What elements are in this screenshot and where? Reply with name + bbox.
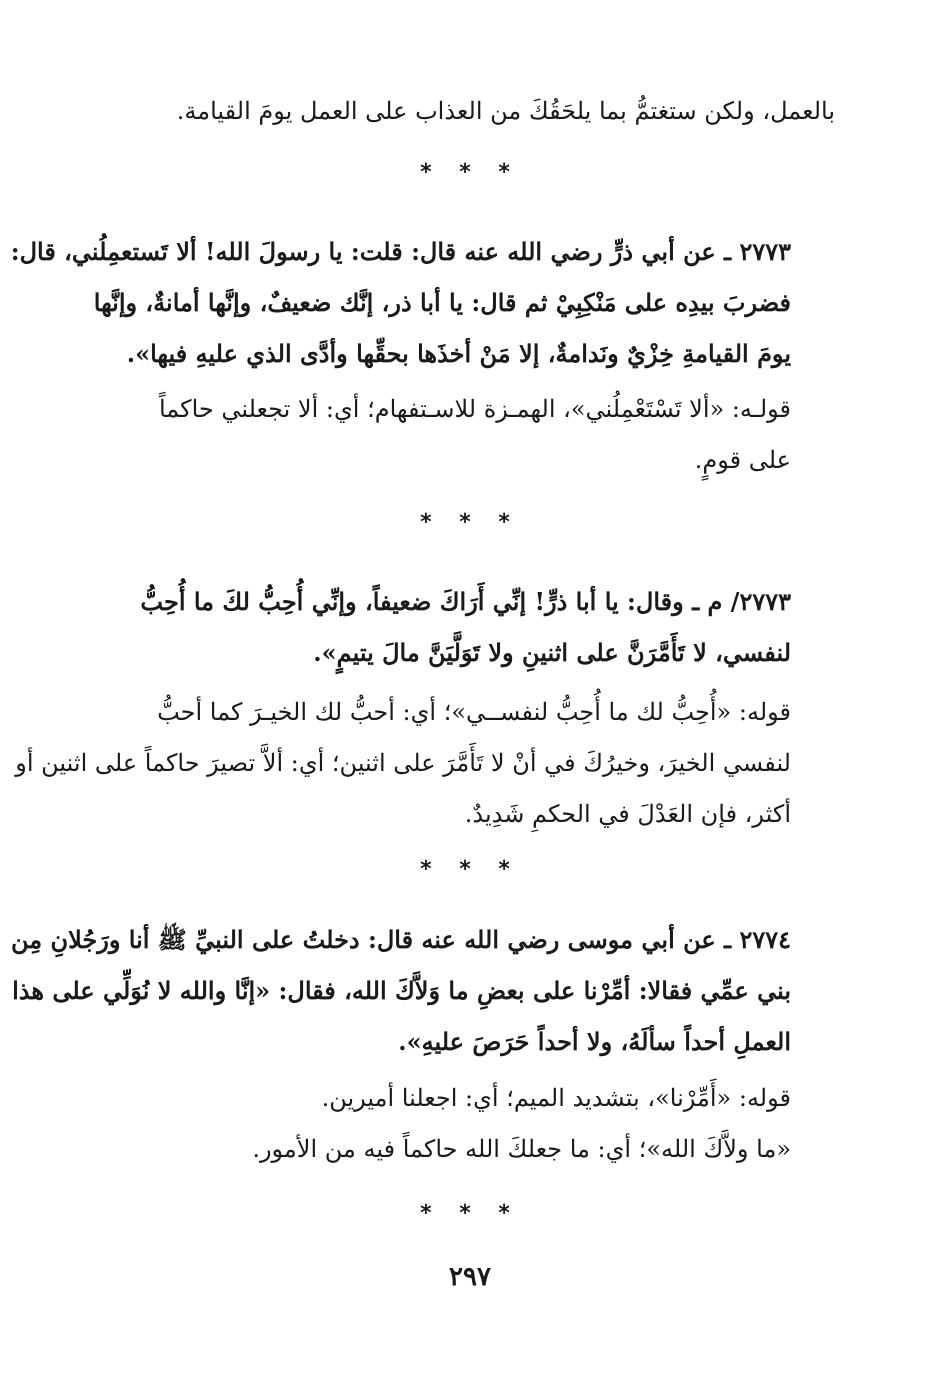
commentary-2774-paragraph — [105, 1073, 835, 1175]
text-line: العملِ أحداً سألَهُ، ولا أحداً حَرَصَ عليهِ». — [398, 1027, 791, 1056]
text-line: فضربَ بيدِه على مَنْكِبِيْ ثم قال: يا أبا ذر، إنَّك ضعيفٌ، وإنَّها أمانةٌ، وإنَّها — [93, 288, 791, 317]
text-line: ٢٧٧٣ ـ عن أبي ذرٍّ رضي الله عنه قال: قلت: يا رسولَ الله! ألا تَستعمِلُني، قال: — [10, 237, 791, 266]
text-line: ٢٧٧٣/ م ـ وقال: يا أبا ذرٍّ! إنِّي أَرَاكَ ضعيفاً، وإنِّي أُحِبُّ لكَ ما أُحِبُّ — [140, 587, 791, 616]
section-separator: * * * — [420, 857, 520, 882]
text-line: أكثر، فإن العَدْلَ في الحكمِ شَدِيدٌ. — [464, 800, 791, 828]
text-line: بني عمِّي فقالا: أمِّرْنا على بعضِ ما وَلاَّكَ الله، فقال: «إنَّا والله لا نُوَلِّي على هذا — [12, 976, 791, 1005]
commentary-2773-paragraph — [105, 384, 835, 486]
section-separator: * * * — [420, 160, 520, 185]
text-line: يومَ القيامةِ خِزْيٌ ونَدامةٌ، إلا مَنْ أخذَها بحقِّها وأدَّى الذي عليهِ فيها». — [126, 339, 791, 368]
text-line: قولـه: «ألا تَسْتَعْمِلُني»، الهمـزة للاسـتفهام؛ أي: ألا تجعلني حاكماً — [158, 395, 791, 423]
continuation-paragraph — [105, 86, 835, 137]
commentary-2773m-paragraph — [15, 687, 835, 840]
section-separator: * * * — [420, 510, 520, 535]
section-separator: * * * — [420, 1201, 520, 1226]
hadith-2773-paragraph — [10, 226, 835, 379]
text-line: قوله: «أَمِّرْنا»، بتشديد الميم؛ أي: اجعلنا أميرين. — [321, 1084, 791, 1112]
text-line: قوله: «أُحِبُّ لك ما أُحِبُّ لنفســي»؛ أي: أحبُّ لك الخيـرَ كما أحبُّ — [157, 698, 791, 726]
page-number: ٢٩٧ — [449, 1262, 491, 1292]
hadith-2774-paragraph — [10, 914, 835, 1067]
text-line: ٢٧٧٤ ـ عن أبي موسى رضي الله عنه قال: دخلتُ على النبيِّ ﷺ أنا ورَجُلانِ مِن — [10, 925, 791, 954]
hadith-2773m-paragraph — [105, 576, 835, 678]
text-line: على قومٍ. — [694, 446, 791, 474]
text-line: لنفسي الخيرَ، وخيرُكَ في أنْ لا تَأَمَّرَ على اثنين؛ أي: ألاَّ تصيرَ حاكماً على اثنين أو — [15, 749, 791, 777]
text-line: بالعمل، ولكن ستغتمُّ بما يلحَقُكَ من العذاب على العمل يومَ القيامة. — [176, 97, 835, 125]
text-line: «ما ولاَّكَ الله»؛ أي: ما جعلكَ الله حاكماً فيه من الأمور. — [252, 1135, 791, 1163]
text-line: لنفسي، لا تَأَمَّرَنَّ على اثنينِ ولا تَوَلَّيَنَّ مالَ يتيمٍ». — [313, 638, 791, 667]
